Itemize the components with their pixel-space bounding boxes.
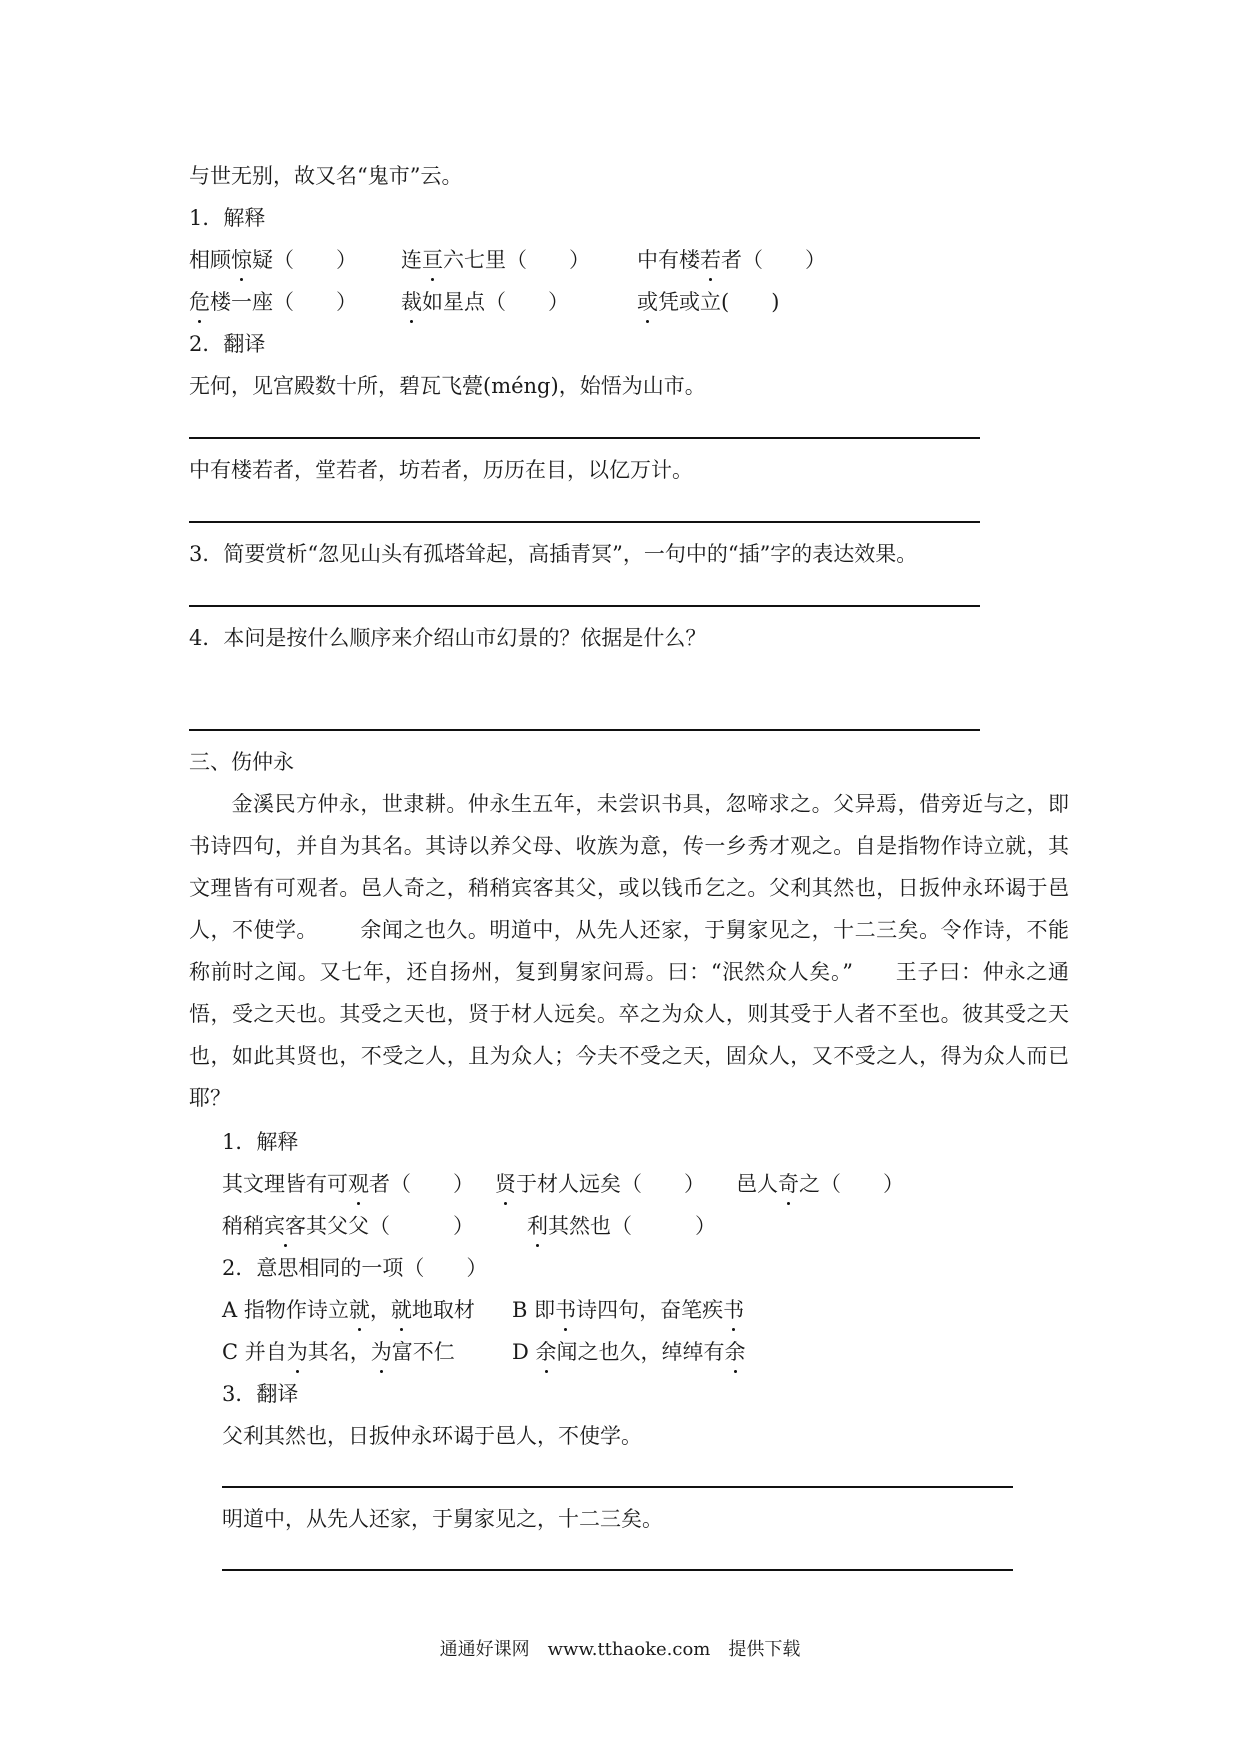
s3-q1-row1 — [222, 1170, 1082, 1198]
answer-blank[interactable]: （ ） — [273, 248, 357, 272]
s3-q1-item-3: 邑人奇之（ ） — [736, 1172, 904, 1196]
answer-blank[interactable]: （ ） — [273, 290, 357, 314]
s3-q2-title: 2．意思相同的一项（ ） — [222, 1256, 488, 1280]
s2-q2-sentence-2: 中有楼若者，堂若者，坊若者，历历在目，以亿万计。 — [189, 458, 693, 482]
s2-q2-title: 2．翻译 — [189, 332, 266, 356]
answer-line[interactable] — [189, 521, 980, 523]
answer-blank[interactable]: （ ） — [506, 248, 590, 272]
answer-line[interactable] — [222, 1486, 1013, 1488]
s3-title: 三、伤仲永 — [189, 750, 294, 774]
s3-q1-row2 — [222, 1212, 1082, 1240]
answer-blank[interactable]: ( ) — [721, 290, 780, 314]
intro-line: 与世无别，故又名“鬼市”云。 — [189, 164, 463, 188]
s3-q1-item-5: 利其然也（ ） — [527, 1214, 716, 1238]
s2-q1-item-1: 相顾惊疑（ ） — [189, 248, 357, 272]
answer-line[interactable] — [222, 1569, 1013, 1571]
answer-blank[interactable]: （ ） — [485, 290, 569, 314]
s3-q3-title: 3．翻译 — [222, 1382, 299, 1406]
s3-q1-title: 1．解释 — [222, 1130, 299, 1154]
answer-blank[interactable]: （ ） — [390, 1172, 474, 1196]
s2-q1-row1 — [189, 246, 1089, 274]
s3-q1-item-4: 稍稍宾客其父父（ ） — [222, 1214, 474, 1238]
option-d[interactable]: D 余闻之也久，绰绰有余 — [512, 1340, 746, 1364]
s3-q2-row2 — [222, 1338, 1082, 1366]
answer-blank[interactable]: （ ） — [820, 1172, 904, 1196]
s2-q1-item-4: 危楼一座（ ） — [189, 290, 357, 314]
answer-line[interactable] — [189, 437, 980, 439]
s3-q2-row1 — [222, 1296, 1082, 1324]
s2-q1-item-3: 中有楼若者（ ） — [637, 248, 826, 272]
s2-q1-item-6: 或凭或立( ) — [637, 290, 780, 314]
s2-q1-item-5: 裁如星点（ ） — [401, 290, 569, 314]
s3-q1-item-1: 其文理皆有可观者（ ） — [222, 1172, 474, 1196]
s2-q2-sentence-1: 无何，见宫殿数十所，碧瓦飞甍(méng)，始悟为山市。 — [189, 374, 706, 398]
s3-q3-sentence-1: 父利其然也，日扳仲永环谒于邑人，不使学。 — [222, 1424, 642, 1448]
s3-q1-item-2: 贤于材人远矣（ ） — [495, 1172, 705, 1196]
s2-q3: 3．简要赏析“忽见山头有孤塔耸起，高插青冥”，一句中的“插”字的表达效果。 — [189, 542, 918, 566]
s3-q3-sentence-2: 明道中，从先人还家，于舅家见之，十二三矣。 — [222, 1507, 663, 1531]
s2-q1-item-2: 连亘六七里（ ） — [401, 248, 590, 272]
answer-line[interactable] — [189, 729, 980, 731]
s2-q1-title: 1．解释 — [189, 206, 266, 230]
s2-q4: 4．本问是按什么顺序来介绍山市幻景的？依据是什么？ — [189, 626, 707, 650]
page-footer: 通通好课网 www.tthaoke.com 提供下载 — [439, 1639, 801, 1660]
s3-passage: 金溪民方仲永，世隶耕。仲永生五年，未尝识书具，忽啼求之。父异焉，借旁近与之，即书诗四句，并自为其名。其诗以养父母、收族为意，传一乡秀才观之。自是指物作诗立就，其文理皆有可观者。邑人奇之，稍稍宾客其父，或以钱币乞之。父利其然也，日扳仲永环谒于邑人，不使学。 余闻之也久。明道中，从先人还家，于舅家见之，十二三矣。令作诗，不能称前时之闻。又七年，还自扬州，复到舅家问焉。曰：“泯然众人矣。” 王子曰：仲永之通悟，受之天也。其受之天也，贤于材人远矣。卒之为众人，则其受于人者不至也。彼其受之天也，如此其贤也，不受之人，且为众人；今夫不受之天，固众人，又不受之人，得为众人而已耶？ — [189, 792, 1070, 1110]
answer-blank[interactable]: （ ） — [742, 248, 826, 272]
option-c[interactable]: C 并自为其名，为富不仁 — [222, 1340, 455, 1364]
answer-blank[interactable]: （ ） — [369, 1214, 474, 1238]
s2-q1-row2 — [189, 288, 1089, 316]
option-a[interactable]: A 指物作诗立就，就地取材 — [222, 1298, 475, 1322]
answer-line[interactable] — [189, 605, 980, 607]
answer-blank[interactable]: （ ） — [611, 1214, 716, 1238]
answer-blank[interactable]: （ ） — [621, 1172, 705, 1196]
option-b[interactable]: B 即书诗四句，奋笔疾书 — [512, 1298, 745, 1322]
